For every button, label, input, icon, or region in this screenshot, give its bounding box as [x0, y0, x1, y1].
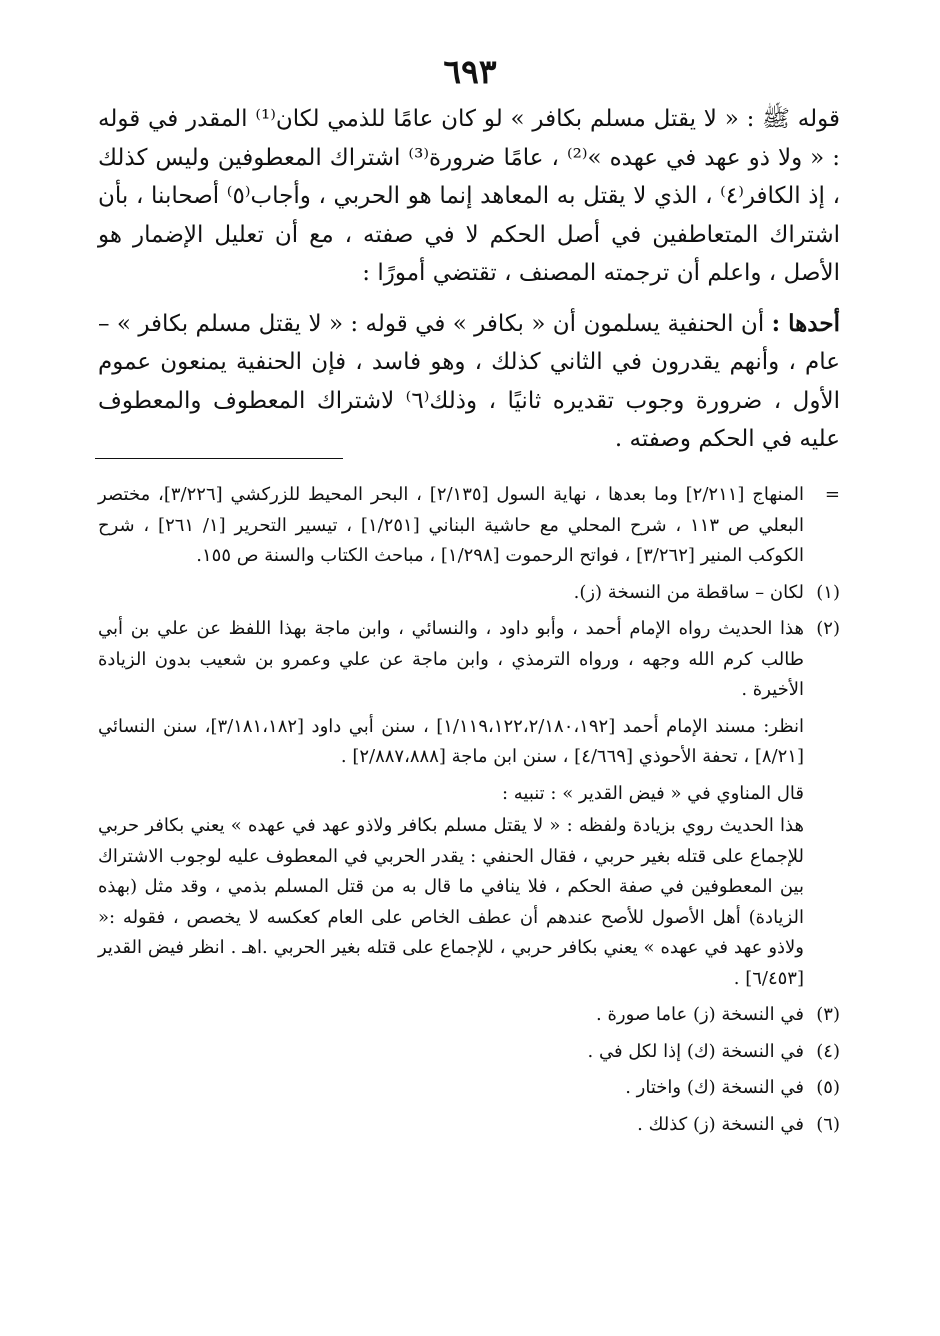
footnote-text: هذا الحديث رواه الإمام أحمد ، وأبو داود ، والنسائي ، وابن ماجة بهذا اللفظ عن علي بن أبي طالب كرم الله وجهه ، ورواه الترمذي ، وابن ماجة عن علي وعمرو بن شعيب بدون الزيادة الأخيرة . — [98, 618, 804, 700]
footnote-2 — [98, 614, 840, 706]
footnote-text: لكان – ساقطة من النسخة (ز). — [573, 581, 804, 603]
footnote-marker: = — [824, 484, 840, 505]
footnote-4 — [98, 1037, 840, 1068]
footnote-text: في النسخة (ك) إذا لكل في . — [587, 1040, 804, 1062]
footnote-5 — [98, 1073, 840, 1104]
footnote-marker: (٣) — [816, 1004, 840, 1025]
footnotes — [98, 480, 840, 1146]
main-text — [98, 100, 840, 459]
footnote-1 — [98, 578, 840, 609]
footnote-3 — [98, 1000, 840, 1031]
main-paragraph-2 — [98, 305, 840, 459]
footnote-continuation — [98, 480, 840, 572]
footnote-2-munawi-quote: هذا الحديث روي بزيادة ولفظه : « لا يقتل مسلم بكافر ولاذو عهد في عهده » يعني بكافر حربي للإجماع على قتله بغير حربي ، فقال الحنفي : يقدر الحربي في المعطوف عليه لوجوب الاشتراك بين المعطوفين في صفة الحكم ، فلا ينافي ما قال به من قتل المسلم بذمي ، وقد مثل (بهذه الزيادة) أهل الأصول للأصح عندهم أن عطف الخاص على العام كعكسه لا يخصص ، فقوله :« ولاذو عهد في عهده » يعني بكافر حربي ، للإجماع على قتله بغير الحربي .اهـ . انظر فيض القدير [٦/٤٥٣] . — [98, 815, 804, 989]
footnote-text: في النسخة (ك) واختار . — [625, 1077, 804, 1098]
footnote-marker: (١) — [816, 581, 840, 603]
footnote-6 — [98, 1110, 840, 1141]
paragraph-lead: أحدها : — [771, 309, 840, 337]
footnote-text: في النسخة (ز) عاما صورة . — [596, 1004, 804, 1025]
footnote-2-munawi-heading: قال المناوي في « فيض القدير » : تنبيه : — [501, 782, 804, 804]
footnote-separator — [95, 458, 343, 459]
paragraph-body: أن الحنفية يسلمون أن « بكافر » في قوله : « لا يقتل مسلم بكافر » – عام ، وأنهم يقدرون في الثاني كذلك ، وهو فاسد ، فإن الحنفية يمنعون عموم الأول ، ضرورة وجوب تقديره ثانيًا ، وذلك⁽٦⁾ لاشتراك المعطوف والمعطوف عليه في الحكم وصفته . — [98, 310, 840, 452]
footnote-marker: (٤) — [816, 1040, 840, 1062]
main-paragraph-1: قوله ﷺ : « لا يقتل مسلم بكافر » لو كان عامًا للذمي لكان⁽¹⁾ المقدر في قوله : « ولا ذو عهد في عهده »⁽²⁾ ، عامًا ضرورة⁽³⁾ اشتراك المعطوفين وليس كذلك ، إذ الكافر⁽٤⁾ ، الذي لا يقتل به المعاهد إنما هو الحربي ، وأجاب⁽٥⁾ أصحابنا ، بأن اشتراك المتعاطفين في أصل الحكم لا في صفته ، مع أن تعليل الإضمار هو الأصل ، واعلم أن ترجمته المصنف ، تقتضي أمورًا : — [98, 106, 840, 286]
footnote-marker: (٥) — [816, 1077, 840, 1098]
page-number: ٦٩٣ — [443, 52, 497, 91]
footnote-marker: (٦) — [816, 1113, 840, 1135]
footnote-marker: (٢) — [816, 618, 840, 639]
footnote-text: في النسخة (ز) كذلك . — [637, 1113, 804, 1135]
footnote-text: المنهاج [٢/٢١١] وما بعدها ، نهاية السول [٢/١٣٥] ، البحر المحيط للزركشي [٣/٢٢٦]، مختصر البعلي ص ١١٣ ، شرح المحلي مع حاشية البناني [١/٢٥١] ، تيسير التحرير [١/ ٢٦١] ، شرح الكوكب المنير [٣/٢٦٢] ، فواتح الرحموت [١/٢٩٨] ، مباحث الكتاب والسنة ص ١٥٥. — [98, 484, 804, 566]
footnote-2-references: انظر: مسند الإمام أحمد [١/١١٩،١٢٢،٢/١٨٠،١٩٢] ، سنن أبي داود [٣/١٨١،١٨٢]، سنن النسائي [٨/٢١] ، تحفة الأحوذي [٤/٦٦٩] ، سنن ابن ماجة [٢/٨٨٧،٨٨٨] . — [98, 715, 805, 767]
